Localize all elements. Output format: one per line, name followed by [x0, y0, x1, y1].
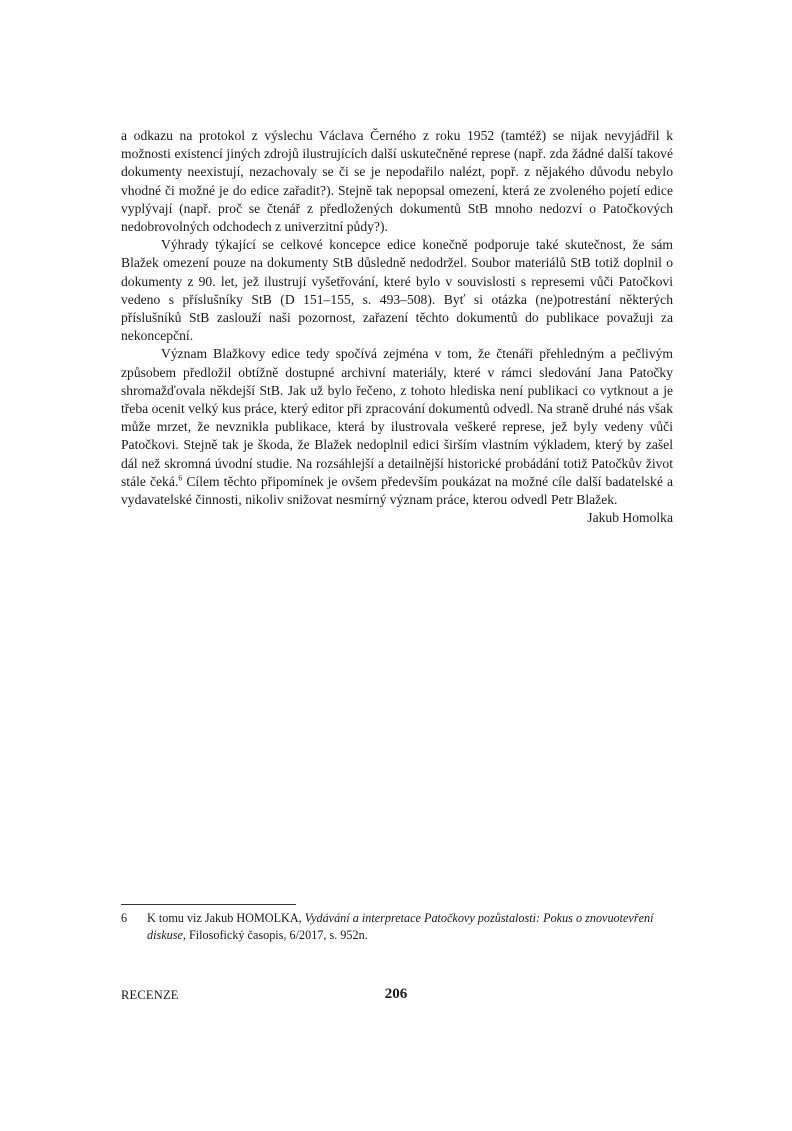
footnote-tail: , Filosofický časopis, 6/2017, s. 952n.: [182, 928, 368, 942]
paragraph-3-text: Význam Blažkovy edice tedy spočívá zejména v tom, že čtenáři přehledným a pečlivým způsobem předložil obtížně dostupné archivní materiály, které v rámci sledování Jana Patočky shromažďovala někdejší StB. Jak už bylo řečeno, z tohoto hlediska není publikaci co vytknout a je třeba ocenit velký kus práce, který editor při zpracování dokumentů odvedl. Na straně druhé nás však může mrzet, že nevznikla publikace, která by ilustrovala veškeré represe, jež byly vedeny vůči Patočkovi. Stejně tak je škoda, že Blažek nedoplnil edici širším vlastním výkladem, který by zašel dál než skromná úvodní studie. Na rozsáhlejší a detailnější historické probádání totiž Patočkův život stále čeká.: [121, 346, 673, 489]
footnote-separator: [121, 904, 296, 905]
review-body: [121, 127, 673, 527]
footnote: [121, 910, 673, 944]
paragraph-3-tail: Cílem těchto připomínek je ovšem především poukázat na možné cíle další badatelské a vydavatelské činnosti, nikoliv snižovat nesmírný význam práce, kterou odvedl Petr Blažek.: [121, 473, 673, 508]
author-signature: Jakub Homolka: [587, 510, 673, 526]
running-footer-section: RECENZE: [121, 988, 179, 1002]
footnote-reference[interactable]: 6: [178, 473, 183, 483]
footnote-number: 6: [121, 911, 128, 925]
footnote-lead: K tomu viz Jakub HOMOLKA,: [147, 911, 305, 925]
footnote-text: [147, 910, 673, 944]
paragraph-2: Výhrady týkající se celkové koncepce edice konečně podporuje také skutečnost, že sám Blažek omezení pouze na dokumenty StB důsledně nedodržel. Soubor materiálů StB totiž doplnil o dokumenty z 90. let, jež ilustrují vyšetřování, které bylo v souvislosti s represemi vůči Patočkovi vedeno s příslušníky StB (D 151–155, s. 493–508). Byť si otázka (ne)potrestání některých příslušníků StB zaslouží naši pozornost, zařazení těchto dokumentů do publikace považuji za nekoncepční.: [121, 237, 673, 344]
page-number: 206: [384, 986, 408, 1002]
paragraph-1: a odkazu na protokol z výslechu Václava Černého z roku 1952 (tamtéž) se nijak nevyjádřil k možnosti existencí jiných zdrojů ilustrujících další uskutečněné represe (např. zda žádné další takové dokumenty neexistují, nezachovaly se či se je nepodařilo nalézt, popř. z nějakého důvodu nebylo vhodné či možné je do edice zařadit?). Stejně tak nepopsal omezení, která ze zvoleného pojetí edice vyplývají (např. proč se čtenář z předložených dokumentů StB mnoho nedozví o Patočkových nedobrovolných odchodech z univerzitní půdy?).: [121, 128, 673, 235]
footnote-cited-title: Vydávání a interpretace Patočkovy pozůstalosti: Pokus o znovuotevření diskuse: [147, 911, 654, 942]
paragraph-3: [121, 345, 673, 509]
